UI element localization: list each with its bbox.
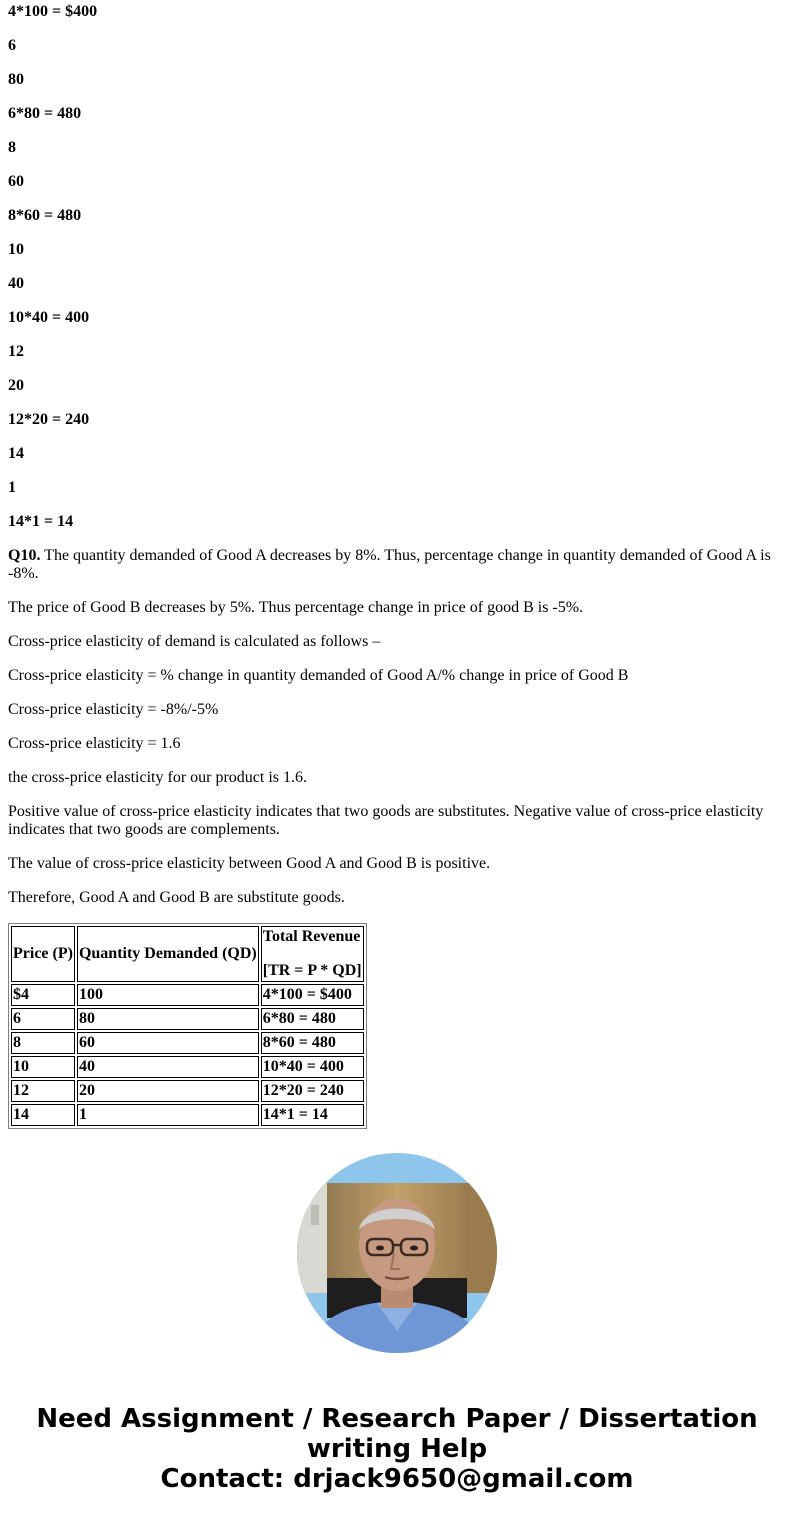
cell-revenue: 12*20 = 240 (261, 1080, 364, 1102)
table-header-row (11, 926, 364, 982)
q10-paragraph: The value of cross-price elasticity between Good A and Good B is positive. (8, 855, 491, 872)
q10-intro-text: The quantity demanded of Good A decreases by 8%. Thus, percentage change in quantity demanded of Good A is -8%. (8, 547, 771, 582)
q10-paragraph: Therefore, Good A and Good B are substitute goods. (8, 889, 345, 906)
cell-quantity: 100 (77, 984, 259, 1006)
revenue-line: 8 (8, 139, 16, 156)
header-price: Price (P) (11, 926, 75, 982)
q10-paragraph: Cross-price elasticity = 1.6 (8, 735, 181, 752)
cell-quantity: 40 (77, 1056, 259, 1078)
table-row (11, 1080, 364, 1102)
cell-price: 12 (11, 1080, 75, 1102)
cell-price: 6 (11, 1008, 75, 1030)
cell-revenue: 4*100 = $400 (261, 984, 364, 1006)
q10-paragraph: Cross-price elasticity = % change in quantity demanded of Good A/% change in price of Good B (8, 667, 629, 684)
cta-contact: Contact: drjack9650@gmail.com (160, 1464, 634, 1494)
cell-quantity: 1 (77, 1104, 259, 1126)
contact-banner (0, 1404, 794, 1494)
cell-revenue: 8*60 = 480 (261, 1032, 364, 1054)
table-row (11, 1008, 364, 1030)
q10-paragraph: The price of Good B decreases by 5%. Thus percentage change in price of good B is -5%. (8, 599, 584, 616)
revenue-line: 1 (8, 479, 16, 496)
cell-price: $4 (11, 984, 75, 1006)
revenue-line: 10*40 = 400 (8, 309, 90, 326)
table-row (11, 1104, 364, 1126)
revenue-line: 6*80 = 480 (8, 105, 82, 122)
cell-quantity: 20 (77, 1080, 259, 1102)
revenue-line: 40 (8, 275, 24, 292)
revenue-line: 12 (8, 343, 24, 360)
revenue-line: 60 (8, 173, 24, 190)
author-avatar (297, 1153, 497, 1353)
revenue-line: 10 (8, 241, 24, 258)
header-quantity: Quantity Demanded (QD) (77, 926, 259, 982)
cell-price: 14 (11, 1104, 75, 1126)
cell-price: 8 (11, 1032, 75, 1054)
cell-quantity: 60 (77, 1032, 259, 1054)
revenue-line: 12*20 = 240 (8, 411, 90, 428)
answer-content (8, 3, 786, 1129)
table-row (11, 1056, 364, 1078)
revenue-line: 80 (8, 71, 24, 88)
cell-revenue: 10*40 = 400 (261, 1056, 364, 1078)
q10-paragraph: the cross-price elasticity for our product is 1.6. (8, 769, 308, 786)
cell-price: 10 (11, 1056, 75, 1078)
cell-revenue: 6*80 = 480 (261, 1008, 364, 1030)
header-revenue-line1: Total Revenue (262, 928, 361, 945)
header-total-revenue (261, 926, 364, 982)
revenue-line: 14*1 = 14 (8, 513, 74, 530)
cta-line-1: Need Assignment / Research Paper / Dissertation (36, 1404, 758, 1434)
revenue-line: 4*100 = $400 (8, 3, 98, 20)
q10-paragraph: Positive value of cross-price elasticity indicates that two goods are substitutes. Negative value of cross-price elasticity indicates that two goods are complements. (8, 803, 764, 838)
header-revenue-line2: [TR = P * QD] (262, 962, 362, 979)
revenue-line: 20 (8, 377, 24, 394)
revenue-line-list (8, 3, 786, 531)
total-revenue-table (8, 923, 367, 1129)
revenue-line: 8*60 = 480 (8, 207, 82, 224)
q10-intro (8, 547, 786, 583)
q10-paragraph: Cross-price elasticity of demand is calculated as follows – (8, 633, 381, 650)
cell-revenue: 14*1 = 14 (261, 1104, 364, 1126)
revenue-line: 14 (8, 445, 24, 462)
q10-label: Q10. (8, 547, 41, 564)
cta-line-2: writing Help (306, 1434, 488, 1464)
author-portrait-image (297, 1153, 497, 1353)
table-row (11, 984, 364, 1006)
cell-quantity: 80 (77, 1008, 259, 1030)
revenue-line: 6 (8, 37, 16, 54)
q10-paragraph: Cross-price elasticity = -8%/-5% (8, 701, 219, 718)
table-row (11, 1032, 364, 1054)
